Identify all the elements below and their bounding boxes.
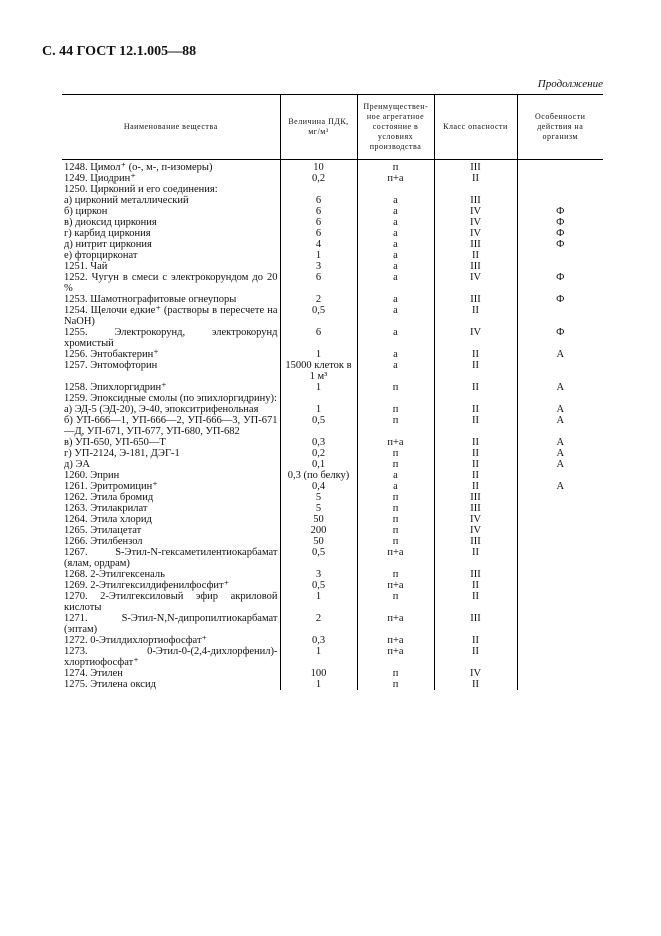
cell-name: 1259. Эпоксидные смолы (по эпихлоргидрину):: [64, 393, 277, 404]
cell-name: 1275. Этилена оксид: [64, 679, 156, 690]
table-row: [62, 294, 603, 305]
table-row: [62, 415, 603, 437]
cell-class: II: [434, 404, 517, 415]
cell-class: IV: [434, 217, 517, 228]
cell-class: III: [434, 294, 517, 305]
cell-pdk: 1: [280, 646, 357, 668]
cell-name: 1263. Этилакрилат: [64, 503, 148, 514]
cell-pdk: 0,5: [280, 547, 357, 569]
cell-features: [517, 173, 603, 184]
col-header-pdk: Величина ПДК, мг/м³: [280, 95, 357, 160]
cell-name: 1258. Эпихлоргидрин⁺: [64, 382, 167, 393]
cell-name: 1264. Этила хлорид: [64, 514, 152, 525]
cell-pdk: 5: [280, 503, 357, 514]
page-header: С. 44 ГОСТ 12.1.005—88: [42, 44, 197, 59]
cell-name: 1253. Шамотнографитовые огнеупоры: [64, 294, 237, 305]
cell-pdk: 0,3: [280, 437, 357, 448]
cell-features: [517, 470, 603, 481]
table-row: [62, 184, 603, 195]
col-header-name: Наименование вещества: [62, 95, 280, 160]
table-row: [62, 239, 603, 250]
cell-class: III: [434, 162, 517, 173]
cell-pdk: 0,1: [280, 459, 357, 470]
cell-features: [517, 514, 603, 525]
cell-class: II: [434, 481, 517, 492]
cell-features: [517, 195, 603, 206]
cell-features: [517, 492, 603, 503]
cell-pdk: 0,3 (по белку): [280, 470, 357, 481]
cell-class: III: [434, 492, 517, 503]
cell-pdk: [280, 184, 357, 195]
cell-state: [357, 184, 434, 195]
cell-state: а: [357, 228, 434, 239]
cell-class: III: [434, 569, 517, 580]
table-row: [62, 646, 603, 668]
cell-state: а: [357, 272, 434, 294]
cell-pdk: 1: [280, 349, 357, 360]
cell-pdk: 1: [280, 250, 357, 261]
table-row: [62, 514, 603, 525]
cell-pdk: 2: [280, 613, 357, 635]
cell-name: 1251. Чай: [64, 261, 108, 272]
cell-state: п: [357, 448, 434, 459]
cell-features: А: [517, 459, 603, 470]
cell-state: п: [357, 591, 434, 613]
cell-features: [517, 591, 603, 613]
cell-class: II: [434, 679, 517, 690]
table-row: [62, 382, 603, 393]
cell-pdk: 6: [280, 217, 357, 228]
table-row: [62, 437, 603, 448]
cell-features: [517, 393, 603, 404]
cell-pdk: 1: [280, 382, 357, 393]
cell-features: А: [517, 382, 603, 393]
cell-state: а: [357, 327, 434, 349]
cell-name: а) ЭД-5 (ЭД-20), Э-40, эпокситрифенольная: [64, 404, 259, 415]
table-row: [62, 591, 603, 613]
cell-features: [517, 305, 603, 327]
cell-pdk: 0,5: [280, 580, 357, 591]
cell-state: п+а: [357, 437, 434, 448]
cell-name: 1254. Щелочи едкие⁺ (растворы в пересчете на NaOH): [64, 305, 278, 327]
cell-features: [517, 250, 603, 261]
cell-state: а: [357, 294, 434, 305]
cell-pdk: 1: [280, 679, 357, 690]
cell-name: 1269. 2-Этилгексилдифенилфосфит⁺: [64, 580, 230, 591]
cell-state: п+а: [357, 635, 434, 646]
cell-state: п: [357, 415, 434, 437]
cell-pdk: 2: [280, 294, 357, 305]
cell-state: п: [357, 503, 434, 514]
cell-name: 1252. Чугун в смеси с электрокорундом до 20 %: [64, 272, 278, 294]
cell-class: II: [434, 459, 517, 470]
cell-class: IV: [434, 228, 517, 239]
cell-class: II: [434, 470, 517, 481]
cell-pdk: 0,3: [280, 635, 357, 646]
cell-class: IV: [434, 327, 517, 349]
table-row: [62, 448, 603, 459]
cell-state: п: [357, 514, 434, 525]
col-header-state: Преимущественное агрегатное состояние в условиях производства: [357, 95, 434, 160]
cell-features: [517, 635, 603, 646]
col-header-features: Особенности действия на организм: [517, 95, 603, 160]
cell-features: Ф: [517, 272, 603, 294]
cell-pdk: 6: [280, 272, 357, 294]
cell-class: II: [434, 646, 517, 668]
substances-table-wrap: [62, 94, 603, 690]
cell-features: [517, 261, 603, 272]
cell-pdk: 1: [280, 404, 357, 415]
cell-features: Ф: [517, 206, 603, 217]
table-row: [62, 261, 603, 272]
cell-pdk: 200: [280, 525, 357, 536]
cell-state: п: [357, 536, 434, 547]
cell-state: а: [357, 250, 434, 261]
cell-state: п+а: [357, 547, 434, 569]
cell-features: [517, 536, 603, 547]
cell-name: в) УП-650, УП-650—Т: [64, 437, 166, 448]
cell-features: А: [517, 404, 603, 415]
cell-name: г) УП-2124, Э-181, ДЭГ-1: [64, 448, 180, 459]
table-row: [62, 679, 603, 690]
table-header-row: [62, 95, 603, 160]
cell-state: а: [357, 217, 434, 228]
cell-features: [517, 503, 603, 514]
cell-class: II: [434, 382, 517, 393]
cell-class: IV: [434, 272, 517, 294]
cell-name: 1274. Этилен: [64, 668, 123, 679]
cell-state: а: [357, 239, 434, 250]
cell-class: III: [434, 613, 517, 635]
table-row: [62, 613, 603, 635]
table-row: [62, 547, 603, 569]
cell-name: 1248. Цимол⁺ (о-, м-, п-изомеры): [64, 162, 213, 173]
cell-name: 1270. 2-Этилгексиловый эфир акриловой кислоты: [64, 591, 278, 613]
cell-features: А: [517, 481, 603, 492]
cell-pdk: 6: [280, 206, 357, 217]
table-row: [62, 492, 603, 503]
cell-state: п: [357, 679, 434, 690]
table-row: [62, 217, 603, 228]
cell-class: III: [434, 261, 517, 272]
table-row: [62, 272, 603, 294]
cell-name: 1261. Эритромицин⁺: [64, 481, 158, 492]
cell-class: II: [434, 635, 517, 646]
cell-state: а: [357, 360, 434, 382]
table-row: [62, 228, 603, 239]
cell-state: а: [357, 305, 434, 327]
cell-state: п: [357, 492, 434, 503]
table-row: [62, 206, 603, 217]
cell-name: 1255. Электрокорунд, электрокорунд хромистый: [64, 327, 278, 349]
continuation-label: Продолжение: [537, 78, 603, 90]
cell-class: IV: [434, 514, 517, 525]
cell-state: п: [357, 525, 434, 536]
cell-name: 1265. Этилацетат: [64, 525, 142, 536]
table-row: [62, 327, 603, 349]
table-row: [62, 580, 603, 591]
cell-class: III: [434, 239, 517, 250]
cell-class: IV: [434, 525, 517, 536]
cell-features: [517, 569, 603, 580]
cell-state: а: [357, 195, 434, 206]
cell-pdk: 0,5: [280, 415, 357, 437]
cell-class: III: [434, 195, 517, 206]
cell-state: п: [357, 668, 434, 679]
table-row: [62, 404, 603, 415]
cell-name: д) нитрит циркония: [64, 239, 152, 250]
cell-class: IV: [434, 668, 517, 679]
cell-pdk: 10: [280, 162, 357, 173]
table-row: [62, 173, 603, 184]
cell-class: II: [434, 437, 517, 448]
cell-features: Ф: [517, 294, 603, 305]
cell-features: А: [517, 437, 603, 448]
cell-state: а: [357, 470, 434, 481]
cell-pdk: 0,2: [280, 448, 357, 459]
cell-pdk: 100: [280, 668, 357, 679]
cell-features: Ф: [517, 228, 603, 239]
cell-features: [517, 162, 603, 173]
cell-name: а) цирконий металлический: [64, 195, 189, 206]
cell-name: б) циркон: [64, 206, 108, 217]
cell-class: II: [434, 580, 517, 591]
table-row: [62, 536, 603, 547]
table-row: [62, 525, 603, 536]
table-row: [62, 503, 603, 514]
cell-name: д) ЭА: [64, 459, 90, 470]
table-row: [62, 349, 603, 360]
cell-pdk: 3: [280, 261, 357, 272]
cell-pdk: 50: [280, 536, 357, 547]
cell-state: п+а: [357, 613, 434, 635]
cell-class: III: [434, 503, 517, 514]
cell-pdk: 15000 клеток в 1 м³: [280, 360, 357, 382]
table-row: [62, 459, 603, 470]
cell-class: II: [434, 415, 517, 437]
cell-state: п: [357, 459, 434, 470]
cell-pdk: 0,2: [280, 173, 357, 184]
cell-name: 1268. 2-Этилгексеналь: [64, 569, 165, 580]
cell-features: [517, 184, 603, 195]
cell-class: IV: [434, 206, 517, 217]
cell-name: 1250. Цирконий и его соединения:: [64, 184, 218, 195]
cell-state: п+а: [357, 646, 434, 668]
cell-class: II: [434, 305, 517, 327]
cell-name: 1260. Эприн: [64, 470, 120, 481]
cell-name: 1267. S-Этил-N-гексаметилентиокарбамат (ялам, ордрам): [64, 547, 278, 569]
col-header-class: Класс опасности: [434, 95, 517, 160]
cell-name: 1257. Энтомофторин: [64, 360, 158, 371]
cell-features: А: [517, 415, 603, 437]
cell-class: [434, 393, 517, 404]
cell-features: [517, 547, 603, 569]
cell-pdk: 6: [280, 327, 357, 349]
cell-features: [517, 613, 603, 635]
cell-pdk: 6: [280, 228, 357, 239]
cell-name: 1262. Этила бромид: [64, 492, 154, 503]
cell-features: Ф: [517, 327, 603, 349]
cell-class: III: [434, 536, 517, 547]
cell-class: II: [434, 173, 517, 184]
cell-state: а: [357, 206, 434, 217]
cell-name: 1266. Этилбензол: [64, 536, 143, 547]
cell-class: II: [434, 250, 517, 261]
cell-name: е) фторцирконат: [64, 250, 138, 261]
cell-pdk: [280, 393, 357, 404]
cell-state: п: [357, 162, 434, 173]
cell-state: п+а: [357, 173, 434, 184]
cell-features: А: [517, 448, 603, 459]
cell-state: а: [357, 481, 434, 492]
cell-pdk: 3: [280, 569, 357, 580]
cell-state: а: [357, 349, 434, 360]
cell-pdk: 1: [280, 591, 357, 613]
cell-features: [517, 360, 603, 382]
cell-class: II: [434, 448, 517, 459]
cell-name: 1271. S-Этил-N,N-дипропилтиокарбамат (эптам): [64, 613, 278, 635]
cell-pdk: 50: [280, 514, 357, 525]
cell-name: 1256. Энтобактерин⁺: [64, 349, 159, 360]
cell-pdk: 0,4: [280, 481, 357, 492]
table-row: [62, 569, 603, 580]
cell-features: А: [517, 349, 603, 360]
table-row: [62, 393, 603, 404]
cell-state: п: [357, 569, 434, 580]
cell-name: 1273. 0-Этил-0-(2,4-дихлорфенил)-хлортиофосфат⁺: [64, 646, 278, 668]
cell-pdk: 6: [280, 195, 357, 206]
cell-state: п+а: [357, 580, 434, 591]
cell-features: [517, 525, 603, 536]
cell-pdk: 0,5: [280, 305, 357, 327]
table-row: [62, 635, 603, 646]
cell-class: II: [434, 547, 517, 569]
cell-class: II: [434, 360, 517, 382]
cell-features: [517, 679, 603, 690]
table-row: [62, 360, 603, 382]
cell-pdk: 4: [280, 239, 357, 250]
cell-features: Ф: [517, 239, 603, 250]
cell-state: п: [357, 404, 434, 415]
table-row: [62, 250, 603, 261]
substances-table: [62, 94, 603, 690]
table-row: [62, 305, 603, 327]
cell-name: в) диоксид циркония: [64, 217, 157, 228]
table-row: [62, 668, 603, 679]
cell-name: б) УП-666—1, УП-666—2, УП-666—3, УП-671—Д, УП-671, УП-677, УП-680, УП-682: [64, 415, 278, 437]
cell-state: п: [357, 382, 434, 393]
cell-class: [434, 184, 517, 195]
cell-features: [517, 580, 603, 591]
cell-name: 1249. Циодрин⁺: [64, 173, 136, 184]
table-body: [62, 160, 603, 691]
cell-state: [357, 393, 434, 404]
cell-pdk: 5: [280, 492, 357, 503]
cell-name: 1272. 0-Этилдихлортиофосфат⁺: [64, 635, 208, 646]
cell-state: а: [357, 261, 434, 272]
cell-class: II: [434, 591, 517, 613]
table-row: [62, 195, 603, 206]
table-row: [62, 470, 603, 481]
table-row: [62, 481, 603, 492]
cell-class: II: [434, 349, 517, 360]
cell-name: г) карбид циркония: [64, 228, 151, 239]
cell-features: [517, 646, 603, 668]
table-row: [62, 162, 603, 173]
cell-features: Ф: [517, 217, 603, 228]
cell-features: [517, 668, 603, 679]
